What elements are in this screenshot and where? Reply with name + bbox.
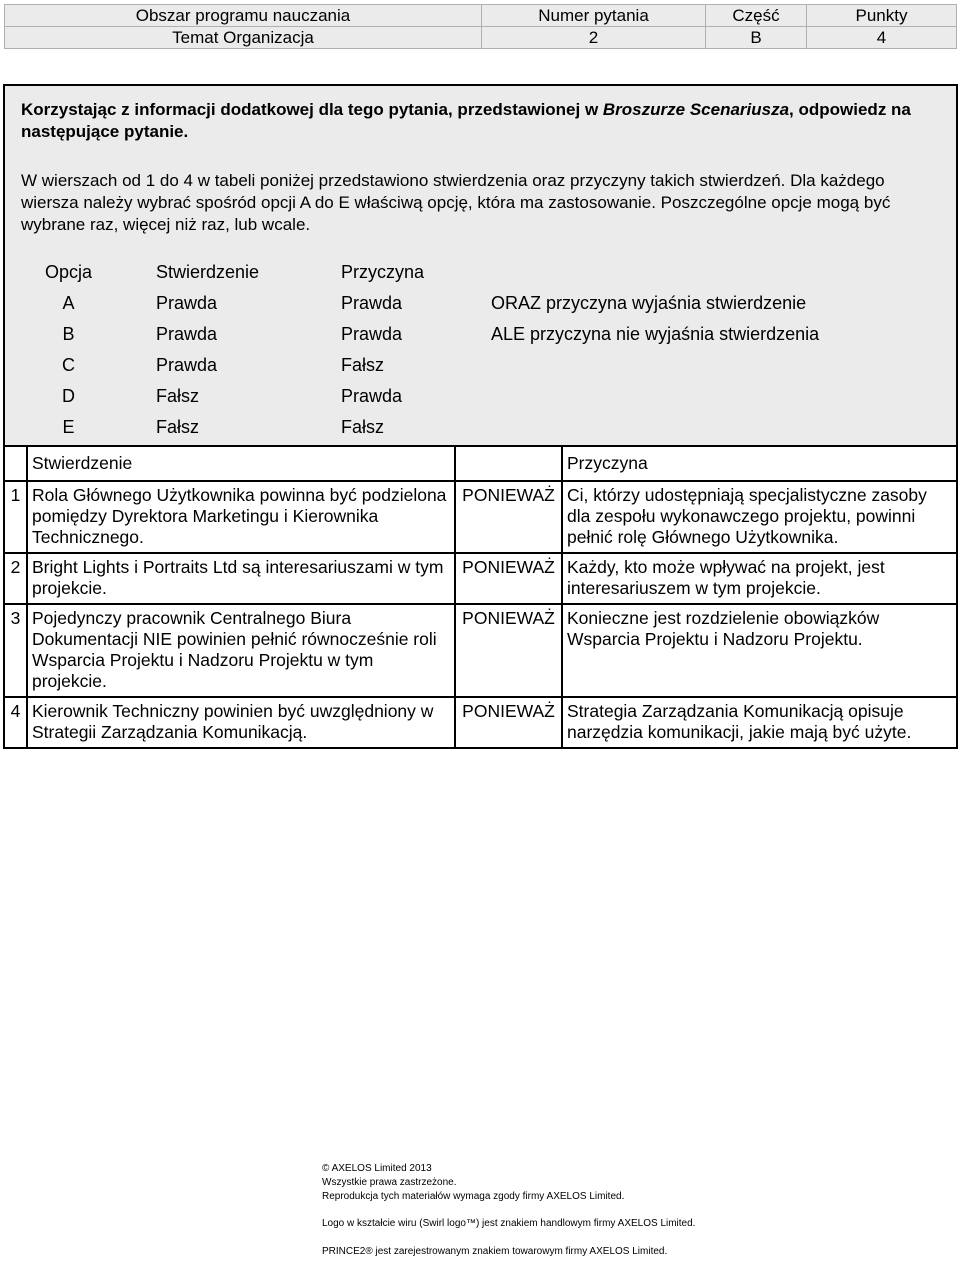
row-reason: Strategia Zarządzania Komunikacją opisuje narzędzia komunikacji, jakie mają być użyte.	[562, 697, 957, 748]
rights-reserved: Wszystkie prawa zastrzeżone.	[322, 1177, 457, 1188]
table-row	[4, 604, 957, 697]
option-reason: Fałsz	[341, 355, 385, 375]
scenario-instruction-part1: Korzystając z informacji dodatkowej dla tego pytania, przedstawionej w	[21, 100, 603, 119]
statements-table-header	[4, 446, 957, 481]
row-number: 2	[4, 553, 27, 604]
reproduction-notice: Reprodukcja tych materiałów wymaga zgody firmy AXELOS Limited.	[322, 1191, 625, 1202]
option-reason: Fałsz	[341, 417, 385, 437]
question-number-value: 2	[482, 27, 706, 49]
table-row	[4, 697, 957, 748]
option-letter: E	[62, 417, 75, 437]
option-explanation: ALE przyczyna nie wyjaśnia stwierdzenia	[491, 324, 820, 344]
row-statement: Bright Lights i Portraits Ltd są interesariuszami w tym projekcie.	[27, 553, 455, 604]
row-connector: PONIEWAŻ	[455, 697, 562, 748]
options-header-letter: Opcja	[44, 262, 93, 282]
table-row	[4, 481, 957, 553]
question-instructions: W wierszach od 1 do 4 w tabeli poniżej przedstawiono stwierdzenia oraz przyczyny takich stwierdzeń. Dla każdego wiersza należy wybrać spośród opcji A do E właściwą opcję, która ma zastosowanie. Poszczególne opcje mogą być wybrane raz, więcej niż raz, lub wcale.	[21, 171, 891, 234]
syllabus-area-label: Obszar programu nauczania	[5, 5, 482, 27]
option-letter: D	[62, 386, 75, 406]
scenario-booklet-reference: Broszurze Scenariusza	[602, 100, 790, 119]
marks-value: 4	[807, 27, 957, 49]
header-values-row	[5, 27, 957, 49]
statements-table	[3, 445, 958, 749]
row-number: 4	[4, 697, 27, 748]
row-number: 1	[4, 481, 27, 553]
row-connector: PONIEWAŻ	[455, 604, 562, 697]
row-connector: PONIEWAŻ	[455, 553, 562, 604]
option-statement: Prawda	[156, 355, 218, 375]
header-labels-row	[5, 5, 957, 27]
scenario-instruction-part2: , odpowiedz na następujące pytanie.	[21, 100, 911, 141]
option-letter: B	[62, 324, 75, 344]
row-statement: Pojedynczy pracownik Centralnego Biura Dokumentacji NIE powinien pełnić równocześnie roli Wsparcia Projektu i Nadzoru Projektu w tym projekcie.	[27, 604, 455, 697]
reason-header: Przyczyna	[562, 446, 957, 481]
scenario-instruction	[21, 99, 941, 143]
row-reason: Każdy, kto może wpływać na projekt, jest interesariuszem w tym projekcie.	[562, 553, 957, 604]
row-reason: Ci, którzy udostępniają specjalistyczne zasoby dla zespołu wykonawczego projektu, powinni pełnić rolę Głównego Użytkownika.	[562, 481, 957, 553]
option-statement: Fałsz	[156, 417, 200, 437]
instruction-panel	[3, 84, 958, 447]
connector-header-cell	[455, 446, 562, 481]
options-header-statement: Stwierdzenie	[156, 262, 260, 282]
option-reason: Prawda	[341, 386, 403, 406]
option-letter: C	[62, 355, 75, 375]
row-reason: Konieczne jest rozdzielenie obowiązków Wsparcia Projektu i Nadzoru Projektu.	[562, 604, 957, 697]
part-label: Część	[706, 5, 807, 27]
option-statement: Fałsz	[156, 386, 200, 406]
options-header-reason: Przyczyna	[341, 262, 425, 282]
statement-header: Stwierdzenie	[27, 446, 455, 481]
option-statement: Prawda	[156, 324, 218, 344]
syllabus-area-value: Temat Organizacja	[5, 27, 482, 49]
copyright-notice: © AXELOS Limited 2013	[322, 1163, 432, 1174]
option-explanation: ORAZ przyczyna wyjaśnia stwierdzenie	[491, 293, 807, 313]
marks-label: Punkty	[807, 5, 957, 27]
option-reason: Prawda	[341, 293, 403, 313]
prince2-trademark: PRINCE2® jest zarejestrowanym znakiem towarowym firmy AXELOS Limited.	[322, 1246, 668, 1257]
question-number-label: Numer pytania	[482, 5, 706, 27]
row-connector: PONIEWAŻ	[455, 481, 562, 553]
row-number: 3	[4, 604, 27, 697]
option-reason: Prawda	[341, 324, 403, 344]
row-statement: Rola Głównego Użytkownika powinna być podzielona pomiędzy Dyrektora Marketingu i Kierownika Technicznego.	[27, 481, 455, 553]
part-value: B	[706, 27, 807, 49]
option-letter: A	[62, 293, 75, 313]
table-row	[4, 553, 957, 604]
row-statement: Kierownik Techniczny powinien być uwzględniony w Strategii Zarządzania Komunikacją.	[27, 697, 455, 748]
question-header-table	[4, 4, 957, 49]
option-statement: Prawda	[156, 293, 218, 313]
number-header-cell	[4, 446, 27, 481]
swirl-trademark: Logo w kształcie wiru (Swirl logo™) jest znakiem handlowym firmy AXELOS Limited.	[322, 1218, 696, 1229]
